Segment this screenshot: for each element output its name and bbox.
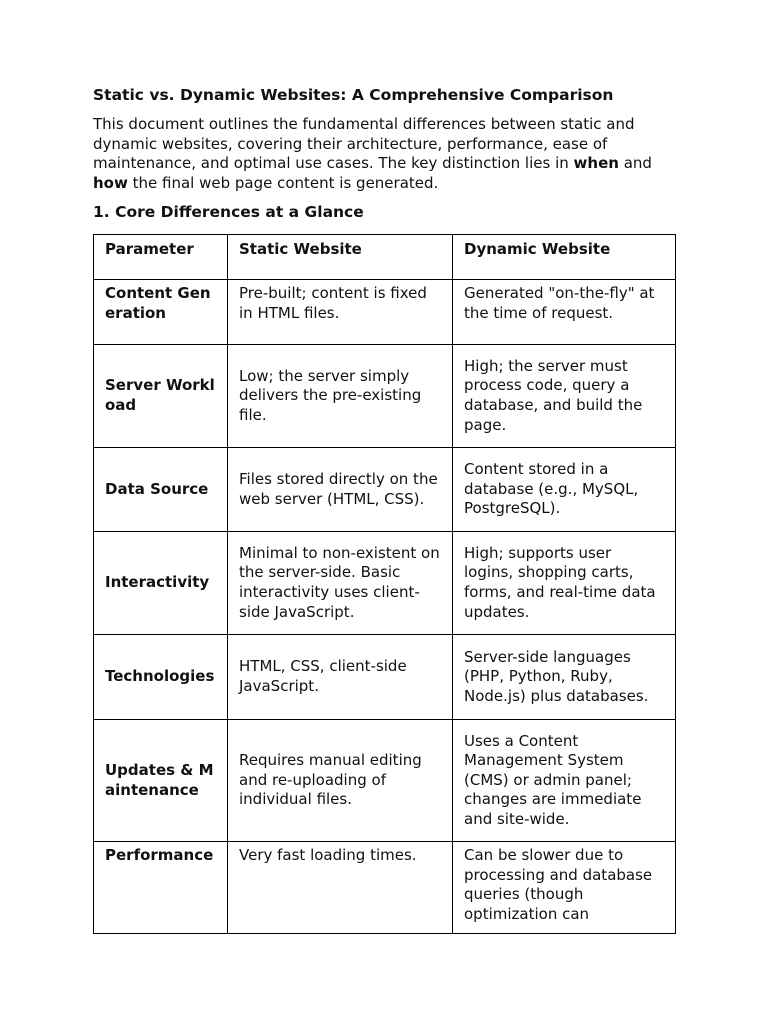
intro-bold-when: when <box>573 154 619 172</box>
section-heading: 1. Core Differences at a Glance <box>93 203 364 221</box>
row-parameter: Content Generation <box>94 280 228 345</box>
table-row <box>94 842 676 934</box>
row-dynamic: Uses a Content Management System (CMS) or admin panel; changes are immediate and site-wide. <box>453 720 676 842</box>
table-row <box>94 635 676 720</box>
row-dynamic: Server-side languages (PHP, Python, Ruby, Node.js) plus databases. <box>453 635 676 720</box>
header-parameter: Parameter <box>94 235 228 280</box>
row-parameter: Data Source <box>94 448 228 532</box>
document-title: Static vs. Dynamic Websites: A Comprehensive Comparison <box>93 86 614 104</box>
intro-paragraph <box>93 115 683 193</box>
row-static: HTML, CSS, client-side JavaScript. <box>228 635 453 720</box>
row-parameter: Server Workload <box>94 345 228 448</box>
row-parameter: Technologies <box>94 635 228 720</box>
row-parameter: Updates & Maintenance <box>94 720 228 842</box>
comparison-table <box>93 234 676 934</box>
row-static: Files stored directly on the web server (HTML, CSS). <box>228 448 453 532</box>
row-dynamic: Can be slower due to processing and database queries (though optimization can <box>453 842 676 934</box>
table-row <box>94 345 676 448</box>
row-static: Requires manual editing and re-uploading of individual files. <box>228 720 453 842</box>
intro-text-3: the final web page content is generated. <box>127 173 439 192</box>
table-row <box>94 532 676 635</box>
header-dynamic: Dynamic Website <box>453 235 676 280</box>
table-row <box>94 448 676 532</box>
row-parameter: Performance <box>94 842 228 934</box>
table-row <box>94 720 676 842</box>
row-parameter: Interactivity <box>94 532 228 635</box>
row-dynamic: High; the server must process code, query a database, and build the page. <box>453 345 676 448</box>
row-dynamic: High; supports user logins, shopping carts, forms, and real-time data updates. <box>453 532 676 635</box>
row-static: Very fast loading times. <box>228 842 453 934</box>
table-header-row <box>94 235 676 280</box>
row-dynamic: Content stored in a database (e.g., MySQL, PostgreSQL). <box>453 448 676 532</box>
intro-bold-how: how <box>93 173 128 192</box>
row-static: Minimal to non-existent on the server-side. Basic interactivity uses client-side JavaScript. <box>228 532 453 635</box>
row-static: Low; the server simply delivers the pre-existing file. <box>228 345 453 448</box>
header-static: Static Website <box>228 235 453 280</box>
intro-text-2: and <box>618 154 652 172</box>
row-dynamic: Generated "on-the-fly" at the time of request. <box>453 280 676 345</box>
row-static: Pre-built; content is fixed in HTML files. <box>228 280 453 345</box>
table-row <box>94 280 676 345</box>
intro-text-1: This document outlines the fundamental differences between static and dynamic websites, covering their architecture, performance, ease of maintenance, and optimal use cases. The key distinction lies in <box>93 115 635 172</box>
